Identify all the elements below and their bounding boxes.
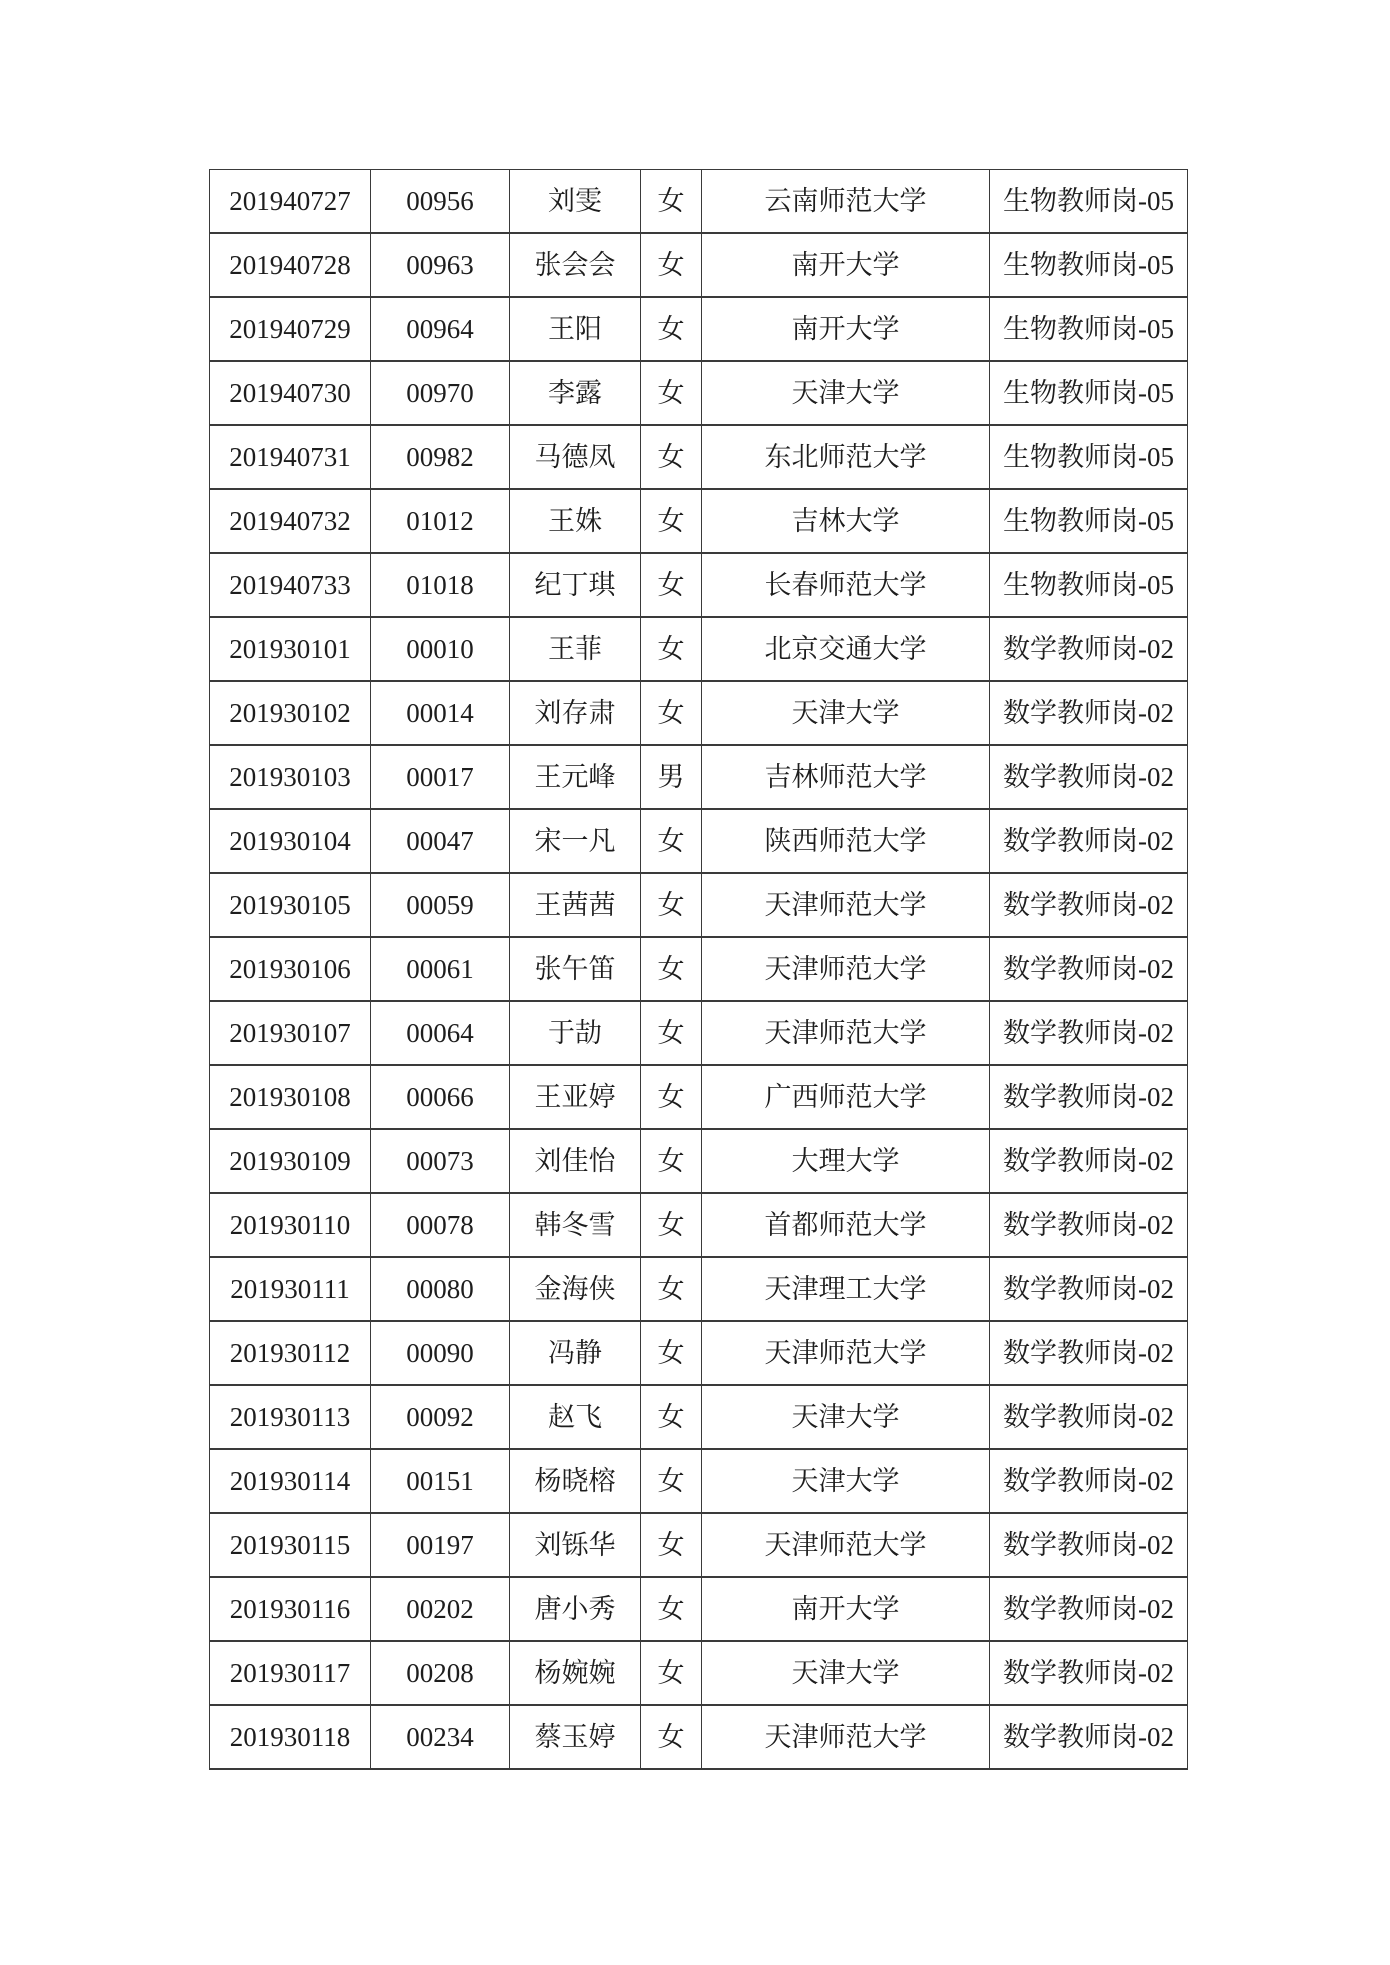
position-cell: 数学教师岗-02 [990,1641,1188,1705]
table-row [210,1705,1188,1769]
table-row [210,1513,1188,1577]
applicant-code-cell: 00017 [371,745,510,809]
gender-cell: 女 [641,1065,702,1129]
gender-cell: 女 [641,361,702,425]
university-cell: 大理大学 [702,1129,990,1193]
gender-cell: 女 [641,1193,702,1257]
name-cell: 张会会 [510,233,641,297]
table-row [210,425,1188,489]
university-cell: 吉林大学 [702,489,990,553]
applicant-code-cell: 00078 [371,1193,510,1257]
name-cell: 刘雯 [510,170,641,234]
position-cell: 数学教师岗-02 [990,617,1188,681]
name-cell: 蔡玉婷 [510,1705,641,1769]
candidate-id-cell: 201940729 [210,297,371,361]
table-row [210,1065,1188,1129]
name-cell: 唐小秀 [510,1577,641,1641]
university-cell: 天津理工大学 [702,1257,990,1321]
position-cell: 生物教师岗-05 [990,233,1188,297]
candidate-id-cell: 201930106 [210,937,371,1001]
position-cell: 数学教师岗-02 [990,1129,1188,1193]
table-row [210,1577,1188,1641]
candidate-id-cell: 201940732 [210,489,371,553]
gender-cell: 女 [641,489,702,553]
gender-cell: 女 [641,553,702,617]
position-cell: 数学教师岗-02 [990,1449,1188,1513]
table-row [210,553,1188,617]
gender-cell: 女 [641,1129,702,1193]
position-cell: 数学教师岗-02 [990,873,1188,937]
name-cell: 宋一凡 [510,809,641,873]
position-cell: 生物教师岗-05 [990,425,1188,489]
name-cell: 李露 [510,361,641,425]
name-cell: 赵飞 [510,1385,641,1449]
gender-cell: 女 [641,1321,702,1385]
university-cell: 天津师范大学 [702,1001,990,1065]
gender-cell: 女 [641,937,702,1001]
position-cell: 数学教师岗-02 [990,1577,1188,1641]
table-row [210,1641,1188,1705]
candidate-id-cell: 201930101 [210,617,371,681]
applicant-code-cell: 00982 [371,425,510,489]
position-cell: 数学教师岗-02 [990,1065,1188,1129]
gender-cell: 女 [641,1385,702,1449]
candidate-id-cell: 201940728 [210,233,371,297]
candidate-id-cell: 201930116 [210,1577,371,1641]
university-cell: 吉林师范大学 [702,745,990,809]
university-cell: 天津大学 [702,361,990,425]
table-row [210,1321,1188,1385]
position-cell: 数学教师岗-02 [990,809,1188,873]
name-cell: 杨婉婉 [510,1641,641,1705]
applicant-code-cell: 00061 [371,937,510,1001]
applicant-code-cell: 00014 [371,681,510,745]
position-cell: 数学教师岗-02 [990,1257,1188,1321]
applicant-code-cell: 00064 [371,1001,510,1065]
university-cell: 天津师范大学 [702,873,990,937]
table-row [210,1449,1188,1513]
candidate-id-cell: 201930114 [210,1449,371,1513]
university-cell: 云南师范大学 [702,170,990,234]
applicant-code-cell: 00956 [371,170,510,234]
candidate-id-cell: 201930117 [210,1641,371,1705]
table-row [210,297,1188,361]
gender-cell: 女 [641,1449,702,1513]
position-cell: 生物教师岗-05 [990,489,1188,553]
name-cell: 王元峰 [510,745,641,809]
position-cell: 数学教师岗-02 [990,1193,1188,1257]
gender-cell: 女 [641,170,702,234]
candidate-id-cell: 201930102 [210,681,371,745]
table-row [210,170,1188,234]
candidate-id-cell: 201940731 [210,425,371,489]
university-cell: 长春师范大学 [702,553,990,617]
university-cell: 北京交通大学 [702,617,990,681]
table-row [210,809,1188,873]
gender-cell: 女 [641,617,702,681]
name-cell: 冯静 [510,1321,641,1385]
name-cell: 金海侠 [510,1257,641,1321]
applicant-code-cell: 00092 [371,1385,510,1449]
name-cell: 刘存肃 [510,681,641,745]
gender-cell: 女 [641,1641,702,1705]
applicant-code-cell: 00202 [371,1577,510,1641]
university-cell: 首都师范大学 [702,1193,990,1257]
university-cell: 天津师范大学 [702,1321,990,1385]
applicant-code-cell: 00964 [371,297,510,361]
university-cell: 天津大学 [702,1449,990,1513]
candidate-id-cell: 201940730 [210,361,371,425]
applicant-code-cell: 00059 [371,873,510,937]
name-cell: 刘铄华 [510,1513,641,1577]
gender-cell: 女 [641,1257,702,1321]
table-row [210,361,1188,425]
gender-cell: 女 [641,809,702,873]
gender-cell: 女 [641,873,702,937]
candidate-id-cell: 201930107 [210,1001,371,1065]
name-cell: 王阳 [510,297,641,361]
position-cell: 数学教师岗-02 [990,745,1188,809]
position-cell: 数学教师岗-02 [990,1513,1188,1577]
applicant-code-cell: 01018 [371,553,510,617]
applicant-code-cell: 00073 [371,1129,510,1193]
applicant-code-cell: 00090 [371,1321,510,1385]
candidate-id-cell: 201930112 [210,1321,371,1385]
university-cell: 天津大学 [702,681,990,745]
table-row [210,489,1188,553]
university-cell: 南开大学 [702,1577,990,1641]
roster-table [209,169,1188,1770]
university-cell: 南开大学 [702,233,990,297]
table-row [210,1257,1188,1321]
name-cell: 马德凤 [510,425,641,489]
applicant-code-cell: 00970 [371,361,510,425]
table-row [210,937,1188,1001]
applicant-code-cell: 00208 [371,1641,510,1705]
university-cell: 天津师范大学 [702,1513,990,1577]
candidate-id-cell: 201930113 [210,1385,371,1449]
position-cell: 数学教师岗-02 [990,681,1188,745]
university-cell: 天津大学 [702,1641,990,1705]
gender-cell: 女 [641,233,702,297]
position-cell: 数学教师岗-02 [990,1385,1188,1449]
position-cell: 数学教师岗-02 [990,1001,1188,1065]
candidate-id-cell: 201930104 [210,809,371,873]
name-cell: 杨晓榕 [510,1449,641,1513]
table-row [210,1001,1188,1065]
table-row [210,617,1188,681]
position-cell: 生物教师岗-05 [990,361,1188,425]
table-row [210,1193,1188,1257]
position-cell: 数学教师岗-02 [990,1705,1188,1769]
candidate-id-cell: 201930108 [210,1065,371,1129]
university-cell: 天津大学 [702,1385,990,1449]
gender-cell: 女 [641,297,702,361]
applicant-code-cell: 00963 [371,233,510,297]
name-cell: 王茜茜 [510,873,641,937]
position-cell: 生物教师岗-05 [990,553,1188,617]
candidate-id-cell: 201930105 [210,873,371,937]
applicant-code-cell: 00066 [371,1065,510,1129]
university-cell: 天津师范大学 [702,937,990,1001]
name-cell: 张午笛 [510,937,641,1001]
gender-cell: 女 [641,1577,702,1641]
gender-cell: 女 [641,425,702,489]
roster-body [210,170,1188,1770]
applicant-code-cell: 00151 [371,1449,510,1513]
name-cell: 纪丁琪 [510,553,641,617]
applicant-code-cell: 00047 [371,809,510,873]
table-row [210,1129,1188,1193]
table-row [210,233,1188,297]
table-row [210,873,1188,937]
university-cell: 广西师范大学 [702,1065,990,1129]
position-cell: 生物教师岗-05 [990,297,1188,361]
position-cell: 生物教师岗-05 [990,170,1188,234]
university-cell: 陕西师范大学 [702,809,990,873]
candidate-id-cell: 201930115 [210,1513,371,1577]
candidate-id-cell: 201930118 [210,1705,371,1769]
candidate-id-cell: 201940727 [210,170,371,234]
name-cell: 王亚婷 [510,1065,641,1129]
applicant-code-cell: 00197 [371,1513,510,1577]
gender-cell: 女 [641,681,702,745]
table-row [210,745,1188,809]
university-cell: 天津师范大学 [702,1705,990,1769]
applicant-code-cell: 00080 [371,1257,510,1321]
applicant-code-cell: 00234 [371,1705,510,1769]
gender-cell: 男 [641,745,702,809]
gender-cell: 女 [641,1001,702,1065]
candidate-id-cell: 201930109 [210,1129,371,1193]
name-cell: 韩冬雪 [510,1193,641,1257]
gender-cell: 女 [641,1513,702,1577]
name-cell: 王姝 [510,489,641,553]
name-cell: 王菲 [510,617,641,681]
candidate-id-cell: 201940733 [210,553,371,617]
candidate-id-cell: 201930110 [210,1193,371,1257]
university-cell: 东北师范大学 [702,425,990,489]
table-row [210,681,1188,745]
name-cell: 刘佳怡 [510,1129,641,1193]
position-cell: 数学教师岗-02 [990,1321,1188,1385]
applicant-code-cell: 00010 [371,617,510,681]
name-cell: 于劼 [510,1001,641,1065]
university-cell: 南开大学 [702,297,990,361]
gender-cell: 女 [641,1705,702,1769]
table-row [210,1385,1188,1449]
applicant-code-cell: 01012 [371,489,510,553]
position-cell: 数学教师岗-02 [990,937,1188,1001]
candidate-id-cell: 201930103 [210,745,371,809]
candidate-id-cell: 201930111 [210,1257,371,1321]
